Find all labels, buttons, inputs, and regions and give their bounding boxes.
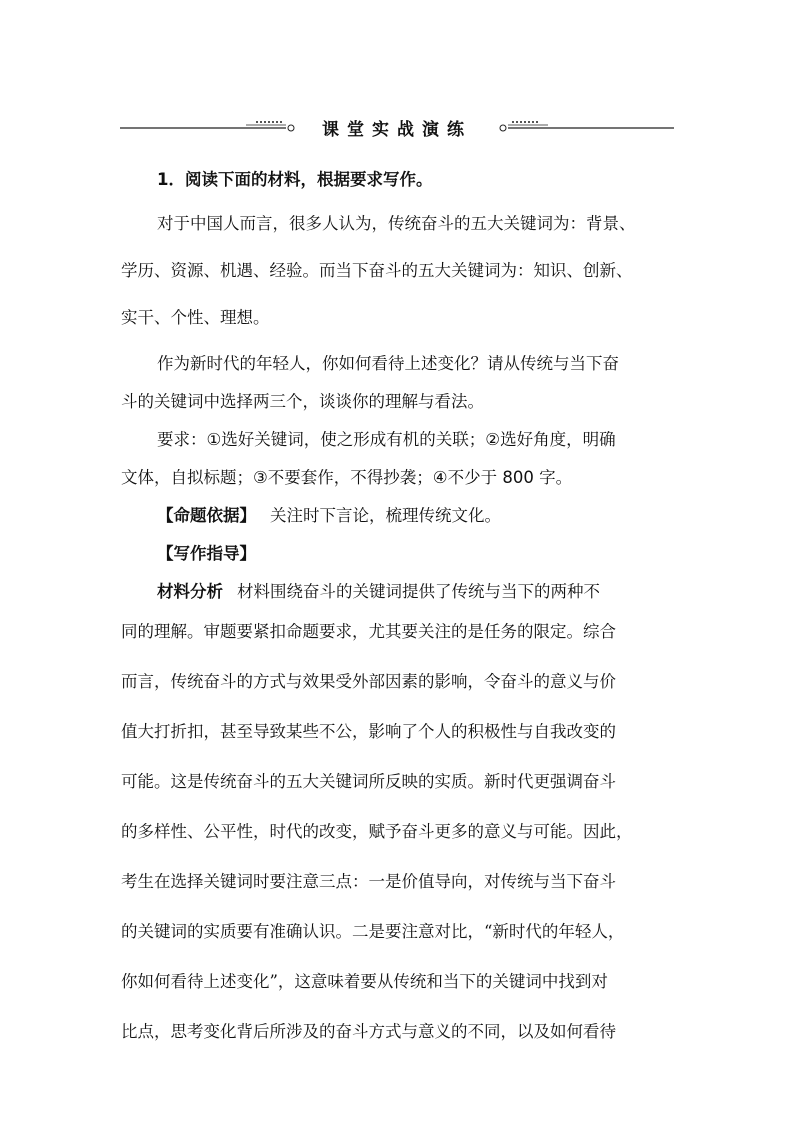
analysis-line: 值大打折扣，甚至导致某些不公，影响了个人的积极性与自我改变的 bbox=[121, 722, 616, 741]
basis-paragraph bbox=[121, 497, 677, 535]
basis-text: 关注时下言论，梳理传统文化。 bbox=[270, 506, 501, 525]
section-banner bbox=[120, 112, 674, 142]
analysis-line: 的关键词的实质要有准确认识。二是要注意对比，“新时代的年轻人， bbox=[121, 922, 625, 941]
material-paragraph bbox=[121, 200, 677, 341]
guide-label: 【写作指导】 bbox=[157, 544, 256, 563]
analysis-text: 材料围绕奋斗的关键词提供了传统与当下的两种不 bbox=[237, 582, 600, 601]
analysis-line: 同的理解。审题要紧扣命题要求，尤其要关注的是任务的限定。综合 bbox=[121, 622, 616, 641]
material-line: 学历、资源、机遇、经验。而当下奋斗的五大关键词为：知识、创新、 bbox=[121, 261, 633, 280]
prompt-line: 斗的关键词中选择两三个，谈谈你的理解与看法。 bbox=[121, 392, 484, 411]
analysis-line bbox=[121, 573, 677, 611]
question-title: 1．阅读下面的材料，根据要求写作。 bbox=[157, 170, 433, 189]
analysis-line: 可能。这是传统奋斗的五大关键词所反映的实质。新时代更强调奋斗 bbox=[121, 772, 616, 791]
prompt-line: 作为新时代的年轻人，你如何看待上述变化？请从传统与当下奋 bbox=[157, 354, 619, 373]
requirement-paragraph bbox=[121, 421, 677, 497]
material-line: 对于中国人而言，很多人认为，传统奋斗的五大关键词为：背景、 bbox=[157, 214, 636, 233]
prompt-paragraph bbox=[121, 345, 677, 421]
analysis-line: 而言，传统奋斗的方式与效果受外部因素的影响，令奋斗的意义与价 bbox=[121, 672, 616, 691]
basis-line bbox=[121, 497, 677, 535]
analysis-line: 比点，思考变化背后所涉及的奋斗方式与意义的不同，以及如何看待 bbox=[121, 1022, 616, 1041]
analysis-paragraph bbox=[121, 607, 677, 1057]
requirement-line: 文体，自拟标题；③不要套作，不得抄袭；④不少于 800 字。 bbox=[121, 468, 573, 487]
analysis-line: 的多样性、公平性，时代的改变，赋予奋斗更多的意义与可能。因此， bbox=[121, 822, 633, 841]
requirement-line: 要求：①选好关键词，使之形成有机的关联；②选好角度，明确 bbox=[157, 430, 616, 449]
basis-label: 【命题依据】 bbox=[157, 506, 256, 525]
analysis-line: 你如何看待上述变化”，这意味着要从传统和当下的关键词中找到对 bbox=[121, 972, 608, 991]
guide-paragraph bbox=[121, 535, 677, 573]
question-body bbox=[121, 160, 677, 1057]
analysis-first bbox=[121, 573, 677, 611]
section-title: 课堂实战演练 bbox=[322, 120, 472, 140]
analysis-label: 材料分析 bbox=[157, 582, 223, 601]
analysis-line: 考生在选择关键词时要注意三点：一是价值导向，对传统与当下奋斗 bbox=[121, 872, 616, 891]
material-line: 实干、个性、理想。 bbox=[121, 308, 270, 327]
